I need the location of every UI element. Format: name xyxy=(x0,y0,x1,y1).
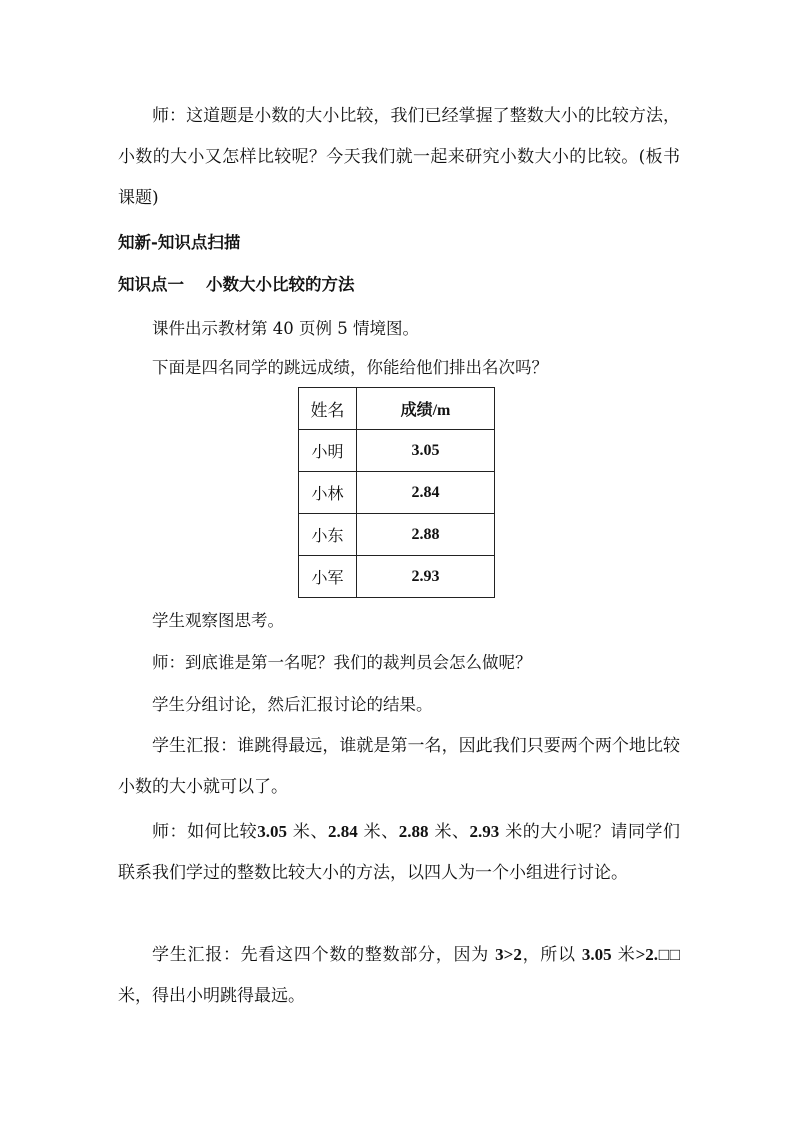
header-score: 成绩/m xyxy=(357,388,495,430)
teacher-question-line: 师：到底谁是第一名呢？我们的裁判员会怎么做呢？ xyxy=(152,653,532,672)
value-3-05: 3.05 xyxy=(581,945,612,964)
knowledge-point-title: 小数大小比较的方法 xyxy=(206,275,355,294)
student-name: 小林 xyxy=(299,472,357,514)
text-fragment: 米，得出小明跳得最远。 xyxy=(118,986,305,1006)
question-line: 下面是四名同学的跳远成绩，你能给他们排出名次吗？ xyxy=(152,358,548,377)
value-2-boxes: >2.□□ xyxy=(635,945,681,964)
paragraph-student-report-2 xyxy=(118,934,680,1017)
value-2-93: 2.93 xyxy=(469,822,500,841)
text-fragment: 米、 xyxy=(357,822,399,842)
student-name: 小军 xyxy=(299,556,357,598)
text-fragment: 师：如何比较 xyxy=(152,822,258,842)
student-score: 3.05 xyxy=(357,430,495,472)
student-score: 2.88 xyxy=(357,514,495,556)
table-row xyxy=(299,472,495,514)
header-name: 姓名 xyxy=(299,388,357,430)
knowledge-point-label: 知识点一 xyxy=(118,275,184,294)
paragraph-student-report-1: 学生汇报：谁跳得最远，谁就是第一名，因此我们只要两个两个地比较小数的大小就可以了。 xyxy=(118,736,680,797)
paragraph-teacher-intro: 师：这道题是小数的大小比较，我们已经掌握了整数大小的比较方法，小数的大小又怎样比较呢？今天我们就一起来研究小数大小的比较。(板书课题) xyxy=(118,106,680,208)
student-name: 小东 xyxy=(299,514,357,556)
long-jump-score-table xyxy=(298,387,495,598)
text-fragment: 米、 xyxy=(428,822,470,842)
value-2-84: 2.84 xyxy=(327,822,358,841)
table-row xyxy=(299,514,495,556)
student-score: 2.93 xyxy=(357,556,495,598)
text-fragment: 米的大小呢？请同学们联系我们学过的整数比较大小的方法，以四人为一个小组进行讨论。 xyxy=(118,822,681,883)
text-fragment: 学生汇报：先看这四个数的整数部分，因为 xyxy=(152,945,496,965)
text-fragment: 米 xyxy=(611,945,636,965)
table-row xyxy=(299,430,495,472)
knowledge-point-heading xyxy=(118,273,355,297)
text-fragment: 米、 xyxy=(286,822,328,842)
text-fragment: ，所以 xyxy=(521,945,582,965)
student-name: 小明 xyxy=(299,430,357,472)
courseware-line: 课件出示教材第 40 页例 5 情境图。 xyxy=(152,319,419,338)
observe-line: 学生观察图思考。 xyxy=(152,611,284,630)
value-2-88: 2.88 xyxy=(398,822,429,841)
section-heading: 知新-知识点扫描 xyxy=(118,233,241,252)
discuss-line: 学生分组讨论，然后汇报讨论的结果。 xyxy=(152,695,433,714)
paragraph-teacher-compare xyxy=(118,811,680,894)
table-header-row xyxy=(299,388,495,430)
comparison-3-gt-2: 3>2 xyxy=(495,945,522,964)
table-row xyxy=(299,556,495,598)
student-score: 2.84 xyxy=(357,472,495,514)
value-3-05: 3.05 xyxy=(257,822,287,841)
